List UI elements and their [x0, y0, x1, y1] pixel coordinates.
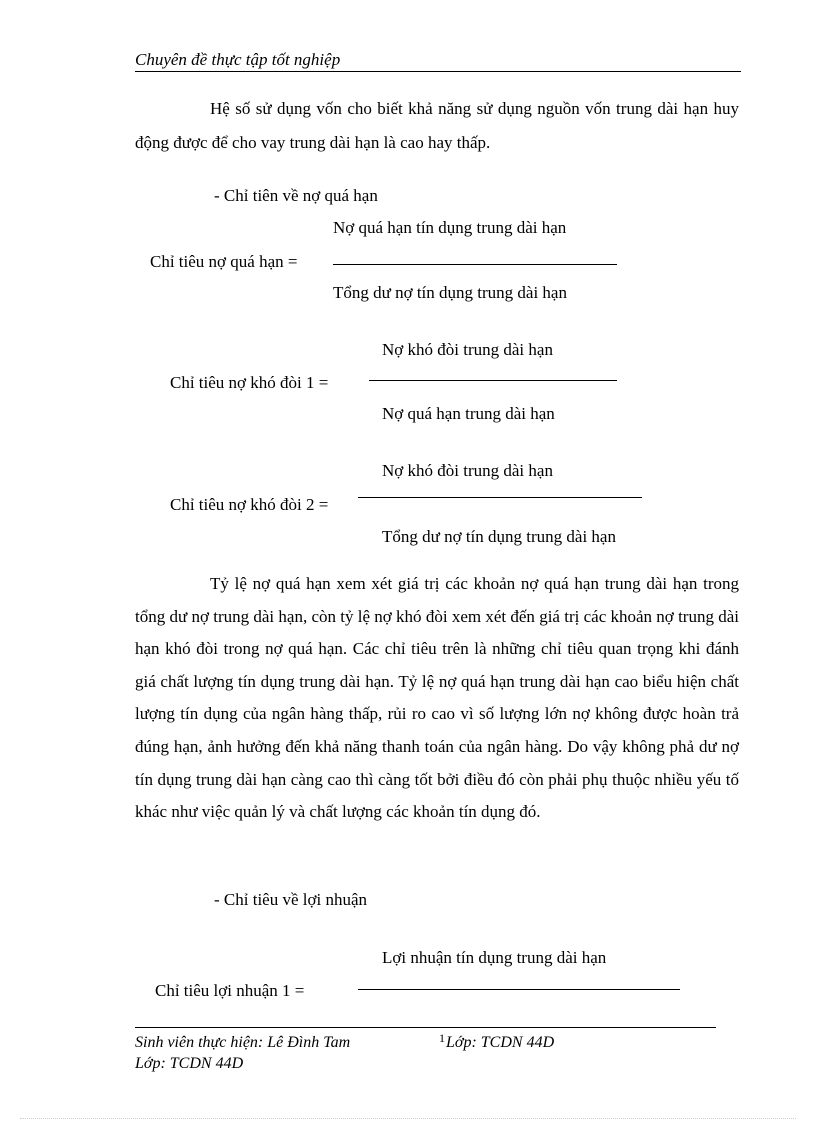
formula-bad-debt-2-denominator: Tổng dư nợ tín dụng trung dài hạn — [382, 527, 616, 546]
formula-profit-1-label: Chỉ tiêu lợi nhuận 1 = — [155, 981, 305, 1000]
formula-bad-debt-1-denominator: Nợ quá hạn trung dài hạn — [382, 404, 555, 423]
formula-bad-debt-1-numerator: Nợ khó đòi trung dài hạn — [382, 340, 553, 359]
formula-profit-1-numerator: Lợi nhuận tín dụng trung dài hạn — [382, 948, 607, 967]
paragraph-overdue-ratio — [135, 568, 739, 829]
page-header-title: Chuyên đề thực tập tốt nghiệp — [135, 50, 341, 69]
footer-class-second-line: Lớp: TCDN 44D — [135, 1055, 244, 1072]
formula-bad-debt-1-label: Chỉ tiêu nợ khó đòi 1 = — [170, 373, 329, 392]
paragraph-capital-usage-text: Hệ số sử dụng vốn cho biết khả năng sử dụng nguồn vốn trung dài hạn huy động được để cho vay trung dài hạn là cao hay thấp. — [135, 99, 739, 152]
formula-overdue-label: Chỉ tiêu nợ quá hạn = — [150, 252, 298, 271]
page-bottom-dotted-edge — [20, 1118, 796, 1119]
formula-bad-debt-2-label: Chỉ tiêu nợ khó đòi 2 = — [170, 495, 329, 514]
paragraph-capital-usage — [135, 92, 739, 160]
formula-overdue-fraction-bar — [333, 264, 617, 265]
section-heading-profit: - Chỉ tiêu về lợi nhuận — [214, 890, 367, 909]
section-heading-overdue: - Chỉ tiên về nợ quá hạn — [214, 186, 378, 205]
footer-page-number: 1 — [439, 1031, 445, 1045]
formula-overdue-numerator: Nợ quá hạn tín dụng trung dài hạn — [333, 218, 567, 237]
formula-bad-debt-2-numerator: Nợ khó đòi trung dài hạn — [382, 461, 553, 480]
formula-profit-1-fraction-bar — [358, 989, 680, 990]
footer-class-label: Lớp: TCDN 44D — [446, 1034, 555, 1051]
paragraph-overdue-ratio-text: Tỷ lệ nợ quá hạn xem xét giá trị các khoản nợ quá hạn trung dài hạn trong tổng dư nợ trung dài hạn, còn tỷ lệ nợ khó đòi xem xét đến giá trị các khoản nợ trung dài hạn khó đòi trong nợ quá hạn. Các chỉ tiêu trên là những chỉ tiêu quan trọng khi đánh giá chất lượng tín dụng trung dài hạn. Tỷ lệ nợ quá hạn trung dài hạn cao biểu hiện chất lượng tín dụng của ngân hàng thấp, rủi ro cao vì số lượng lớn nợ không được hoàn trả đúng hạn, ảnh hưởng đến khả năng thanh toán của ngân hàng. Do vậy không phả dư nợ tín dụng trung dài hạn càng cao thì càng tốt bởi điều đó còn phải phụ thuộc nhiều yếu tố khác như việc quản lý và chất lượng các khoản tín dụng đó. — [135, 574, 739, 822]
formula-bad-debt-1-fraction-bar — [369, 380, 617, 381]
footer-rule — [135, 1027, 716, 1028]
formula-overdue-denominator: Tổng dư nợ tín dụng trung dài hạn — [333, 283, 567, 302]
formula-bad-debt-2-fraction-bar — [358, 497, 642, 498]
footer-student-name: Sinh viên thực hiện: Lê Đình Tam — [135, 1034, 351, 1051]
header-rule — [135, 71, 741, 72]
